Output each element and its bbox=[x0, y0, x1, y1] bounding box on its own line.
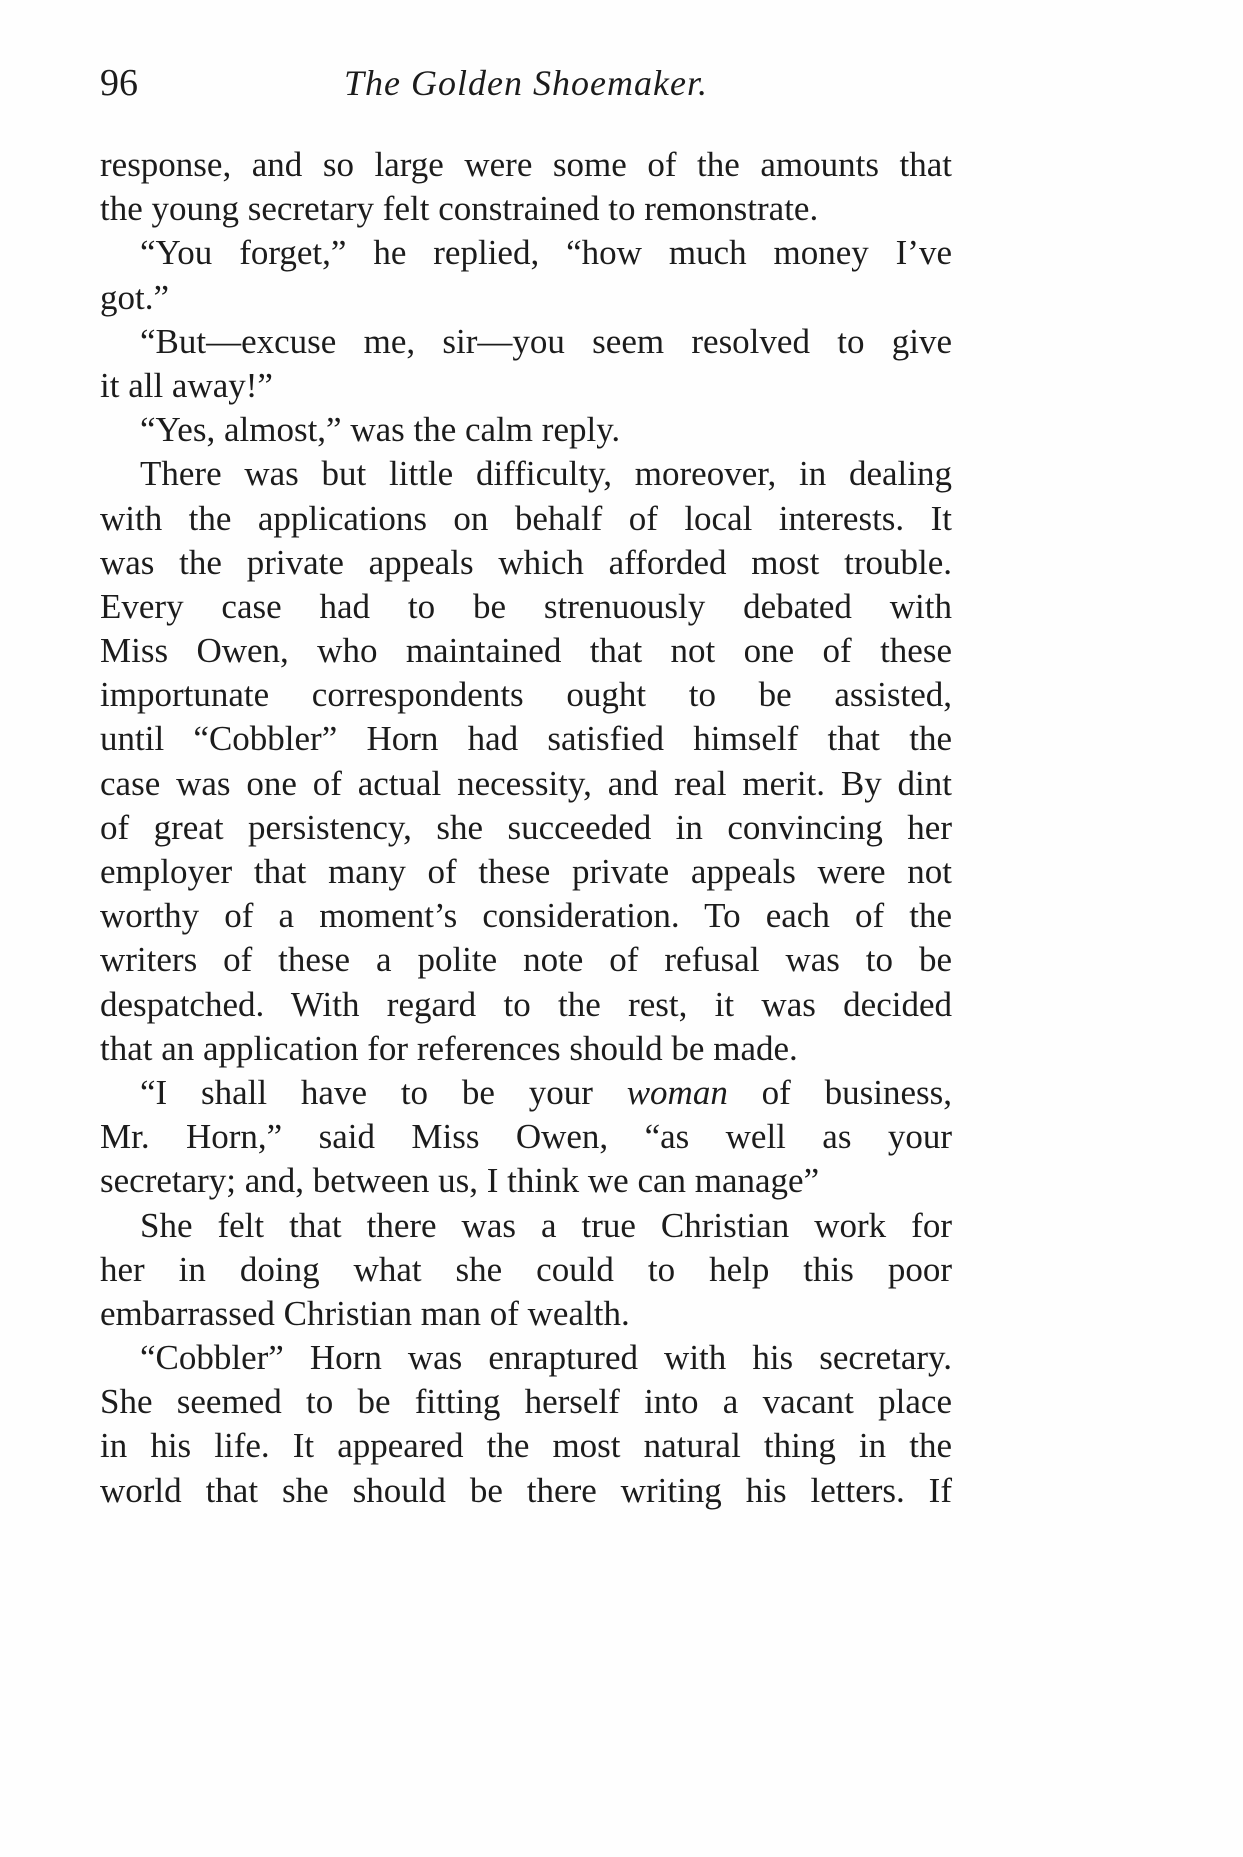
text-line: “You forget,” he replied, “how much money I’ve bbox=[140, 233, 952, 273]
text-line: employer that many of these private appeals were not bbox=[100, 852, 952, 891]
text-line: Mr. Horn,” said Miss Owen, “as well as your bbox=[100, 1117, 952, 1157]
text-line: writers of these a polite note of refusal was to be bbox=[100, 940, 952, 980]
text-line: Every case had to be strenuously debated with bbox=[100, 586, 952, 626]
text-line: her in doing what she could to help this poor bbox=[100, 1249, 952, 1289]
text-line: that an application for references should be made. bbox=[100, 1028, 798, 1068]
text-line: of great persistency, she succeeded in convincing her bbox=[100, 807, 952, 847]
text-line: There was but little difficulty, moreover, in dealing bbox=[140, 454, 952, 494]
text-line: was the private appeals which afforded most trouble. bbox=[100, 542, 952, 582]
text-line: world that she should be there writing his letters. If bbox=[100, 1470, 952, 1510]
text-line: despatched. With regard to the rest, it was decided bbox=[100, 984, 952, 1024]
text-line: in his life. It appeared the most natural thing in the bbox=[100, 1426, 952, 1466]
text-line: it all away!” bbox=[100, 365, 273, 405]
running-head bbox=[100, 58, 952, 108]
body-text bbox=[100, 143, 952, 1513]
text-line: response, and so large were some of the amounts that bbox=[100, 145, 952, 184]
text-line: embarrassed Christian man of wealth. bbox=[100, 1293, 630, 1333]
text-segment: “I shall have to be your bbox=[140, 1072, 627, 1112]
text-line: case was one of actual necessity, and real merit. By dint bbox=[100, 763, 952, 803]
text-line: secretary; and, between us, I think we can manage” bbox=[100, 1161, 820, 1201]
text-line: got.” bbox=[100, 277, 170, 317]
text-segment: of business, bbox=[727, 1072, 952, 1112]
text-line: She seemed to be fitting herself into a vacant place bbox=[100, 1382, 952, 1422]
text-line: the young secretary felt constrained to remonstrate. bbox=[100, 189, 819, 229]
running-title: The Golden Shoemaker. bbox=[344, 63, 708, 103]
text-line: with the applications on behalf of local interests. It bbox=[100, 498, 952, 538]
page-number: 96 bbox=[100, 62, 138, 104]
italic-word: woman bbox=[626, 1072, 728, 1112]
text-line: Miss Owen, who maintained that not one of these bbox=[100, 631, 952, 671]
text-line: importunate correspondents ought to be assisted, bbox=[100, 675, 952, 715]
text-line: “But—excuse me, sir—you seem resolved to give bbox=[140, 321, 952, 361]
text-line: She felt that there was a true Christian work for bbox=[140, 1205, 952, 1245]
text-line: until “Cobbler” Horn had satisfied himself that the bbox=[100, 719, 952, 759]
text-line bbox=[100, 1071, 952, 1115]
text-line: “Cobbler” Horn was enraptured with his secretary. bbox=[140, 1338, 952, 1378]
text-line: “Yes, almost,” was the calm reply. bbox=[140, 410, 621, 450]
text-line: worthy of a moment’s consideration. To each of the bbox=[100, 896, 952, 936]
